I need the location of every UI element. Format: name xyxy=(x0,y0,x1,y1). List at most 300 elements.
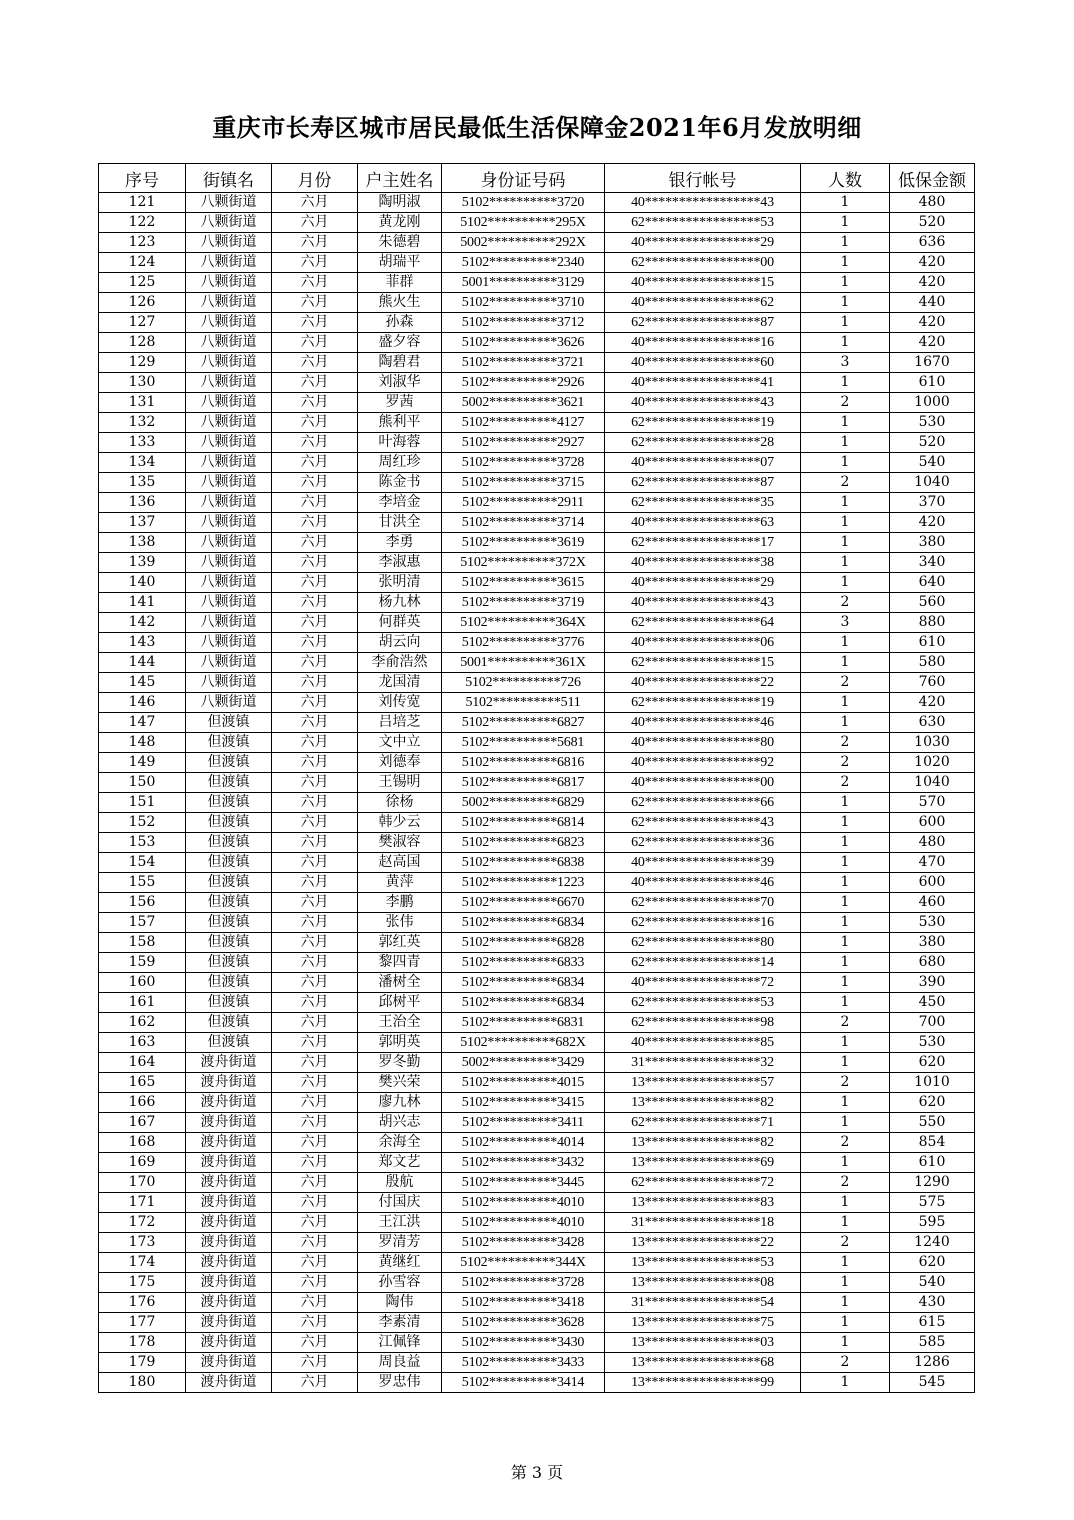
cell-town: 但渡镇 xyxy=(186,833,272,853)
cell-id-number: 5102**********3428 xyxy=(442,1233,605,1253)
cell-id-number: 5102**********6823 xyxy=(442,833,605,853)
cell-persons: 1 xyxy=(801,433,890,453)
table-row xyxy=(99,613,975,633)
cell-town: 八颗街道 xyxy=(186,493,272,513)
cell-amount: 530 xyxy=(890,413,975,433)
cell-persons: 1 xyxy=(801,953,890,973)
table-row xyxy=(99,873,975,893)
cell-town: 但渡镇 xyxy=(186,853,272,873)
cell-householder: 罗茜 xyxy=(358,393,442,413)
cell-month: 六月 xyxy=(272,273,358,293)
cell-town: 八颗街道 xyxy=(186,233,272,253)
cell-amount: 700 xyxy=(890,1013,975,1033)
cell-persons: 1 xyxy=(801,373,890,393)
cell-persons: 1 xyxy=(801,333,890,353)
cell-amount: 540 xyxy=(890,453,975,473)
cell-month: 六月 xyxy=(272,1013,358,1033)
cell-town: 八颗街道 xyxy=(186,413,272,433)
cell-town: 渡舟街道 xyxy=(186,1193,272,1213)
cell-town: 渡舟街道 xyxy=(186,1353,272,1373)
cell-id-number: 5102**********511 xyxy=(442,693,605,713)
cell-index: 178 xyxy=(99,1333,186,1353)
table-row xyxy=(99,1133,975,1153)
cell-town: 八颗街道 xyxy=(186,373,272,393)
table-row xyxy=(99,1193,975,1213)
cell-index: 140 xyxy=(99,573,186,593)
cell-month: 六月 xyxy=(272,1053,358,1073)
table-row xyxy=(99,1253,975,1273)
cell-amount: 420 xyxy=(890,313,975,333)
cell-town: 八颗街道 xyxy=(186,433,272,453)
cell-bank-account: 62*****************36 xyxy=(605,833,801,853)
cell-amount: 880 xyxy=(890,613,975,633)
cell-month: 六月 xyxy=(272,973,358,993)
cell-bank-account: 62*****************53 xyxy=(605,993,801,1013)
table-row xyxy=(99,593,975,613)
cell-index: 156 xyxy=(99,893,186,913)
cell-amount: 610 xyxy=(890,1153,975,1173)
cell-index: 150 xyxy=(99,773,186,793)
cell-town: 渡舟街道 xyxy=(186,1253,272,1273)
cell-householder: 郑文艺 xyxy=(358,1153,442,1173)
cell-persons: 2 xyxy=(801,733,890,753)
cell-town: 渡舟街道 xyxy=(186,1073,272,1093)
cell-town: 八颗街道 xyxy=(186,573,272,593)
cell-month: 六月 xyxy=(272,453,358,473)
table-row xyxy=(99,653,975,673)
cell-month: 六月 xyxy=(272,1313,358,1333)
cell-amount: 550 xyxy=(890,1113,975,1133)
table-row xyxy=(99,993,975,1013)
cell-id-number: 5102**********6831 xyxy=(442,1013,605,1033)
cell-town: 但渡镇 xyxy=(186,753,272,773)
cell-householder: 江佩锋 xyxy=(358,1333,442,1353)
cell-householder: 文中立 xyxy=(358,733,442,753)
cell-persons: 1 xyxy=(801,913,890,933)
cell-bank-account: 40*****************07 xyxy=(605,453,801,473)
cell-amount: 680 xyxy=(890,953,975,973)
cell-bank-account: 40*****************46 xyxy=(605,873,801,893)
cell-amount: 560 xyxy=(890,593,975,613)
cell-town: 八颗街道 xyxy=(186,193,272,213)
cell-town: 渡舟街道 xyxy=(186,1273,272,1293)
cell-bank-account: 40*****************60 xyxy=(605,353,801,373)
table-row xyxy=(99,393,975,413)
cell-id-number: 5102**********3719 xyxy=(442,593,605,613)
cell-bank-account: 40*****************62 xyxy=(605,293,801,313)
cell-bank-account: 62*****************71 xyxy=(605,1113,801,1133)
table-row xyxy=(99,833,975,853)
cell-persons: 1 xyxy=(801,813,890,833)
cell-persons: 2 xyxy=(801,1073,890,1093)
cell-month: 六月 xyxy=(272,793,358,813)
cell-id-number: 5102**********2926 xyxy=(442,373,605,393)
cell-index: 160 xyxy=(99,973,186,993)
cell-householder: 邱树平 xyxy=(358,993,442,1013)
cell-month: 六月 xyxy=(272,753,358,773)
table-row xyxy=(99,793,975,813)
cell-id-number: 5102**********4014 xyxy=(442,1133,605,1153)
cell-index: 135 xyxy=(99,473,186,493)
table-row xyxy=(99,253,975,273)
cell-id-number: 5102**********3433 xyxy=(442,1353,605,1373)
table-row xyxy=(99,333,975,353)
cell-month: 六月 xyxy=(272,993,358,1013)
cell-bank-account: 31*****************54 xyxy=(605,1293,801,1313)
cell-amount: 520 xyxy=(890,213,975,233)
cell-persons: 1 xyxy=(801,1293,890,1313)
cell-bank-account: 13*****************08 xyxy=(605,1273,801,1293)
table-row xyxy=(99,813,975,833)
cell-town: 渡舟街道 xyxy=(186,1313,272,1333)
table-row xyxy=(99,233,975,253)
cell-month: 六月 xyxy=(272,473,358,493)
cell-householder: 王锡明 xyxy=(358,773,442,793)
table-row xyxy=(99,473,975,493)
table-row xyxy=(99,773,975,793)
cell-index: 123 xyxy=(99,233,186,253)
cell-persons: 1 xyxy=(801,1373,890,1393)
cell-bank-account: 62*****************17 xyxy=(605,533,801,553)
cell-month: 六月 xyxy=(272,693,358,713)
header-householder: 户主姓名 xyxy=(358,164,442,193)
table-row xyxy=(99,633,975,653)
cell-town: 但渡镇 xyxy=(186,933,272,953)
cell-id-number: 5102**********3615 xyxy=(442,573,605,593)
cell-amount: 620 xyxy=(890,1093,975,1113)
cell-id-number: 5102**********2340 xyxy=(442,253,605,273)
cell-bank-account: 13*****************22 xyxy=(605,1233,801,1253)
cell-householder: 李素清 xyxy=(358,1313,442,1333)
cell-householder: 李鹏 xyxy=(358,893,442,913)
cell-householder: 张伟 xyxy=(358,913,442,933)
cell-bank-account: 40*****************72 xyxy=(605,973,801,993)
cell-town: 渡舟街道 xyxy=(186,1093,272,1113)
cell-id-number: 5102**********2927 xyxy=(442,433,605,453)
cell-bank-account: 13*****************99 xyxy=(605,1373,801,1393)
cell-id-number: 5002**********3621 xyxy=(442,393,605,413)
cell-month: 六月 xyxy=(272,1073,358,1093)
cell-town: 渡舟街道 xyxy=(186,1233,272,1253)
cell-persons: 1 xyxy=(801,1113,890,1133)
cell-index: 153 xyxy=(99,833,186,853)
cell-persons: 2 xyxy=(801,593,890,613)
table-row xyxy=(99,753,975,773)
table-row xyxy=(99,693,975,713)
cell-month: 六月 xyxy=(272,493,358,513)
cell-town: 八颗街道 xyxy=(186,673,272,693)
table-row xyxy=(99,373,975,393)
cell-town: 渡舟街道 xyxy=(186,1113,272,1133)
cell-town: 八颗街道 xyxy=(186,613,272,633)
header-amount: 低保金额 xyxy=(890,164,975,193)
cell-town: 但渡镇 xyxy=(186,713,272,733)
cell-householder: 熊火生 xyxy=(358,293,442,313)
page-title: 重庆市长寿区城市居民最低生活保障金2021年6月发放明细 xyxy=(212,113,862,142)
cell-householder: 陈金书 xyxy=(358,473,442,493)
cell-amount: 595 xyxy=(890,1213,975,1233)
cell-id-number: 5102**********3430 xyxy=(442,1333,605,1353)
header-persons: 人数 xyxy=(801,164,890,193)
cell-bank-account: 62*****************14 xyxy=(605,953,801,973)
cell-id-number: 5002**********6829 xyxy=(442,793,605,813)
cell-householder: 周良益 xyxy=(358,1353,442,1373)
cell-month: 六月 xyxy=(272,913,358,933)
cell-town: 渡舟街道 xyxy=(186,1173,272,1193)
cell-bank-account: 62*****************66 xyxy=(605,793,801,813)
cell-town: 八颗街道 xyxy=(186,453,272,473)
cell-amount: 380 xyxy=(890,533,975,553)
table-header-row xyxy=(99,164,975,193)
cell-bank-account: 62*****************15 xyxy=(605,653,801,673)
cell-month: 六月 xyxy=(272,893,358,913)
cell-amount: 1040 xyxy=(890,773,975,793)
cell-month: 六月 xyxy=(272,333,358,353)
cell-bank-account: 13*****************82 xyxy=(605,1133,801,1153)
cell-persons: 1 xyxy=(801,1253,890,1273)
cell-householder: 盛夕容 xyxy=(358,333,442,353)
cell-bank-account: 13*****************69 xyxy=(605,1153,801,1173)
cell-persons: 1 xyxy=(801,413,890,433)
cell-householder: 龙国清 xyxy=(358,673,442,693)
cell-amount: 610 xyxy=(890,373,975,393)
table-row xyxy=(99,1333,975,1353)
cell-index: 129 xyxy=(99,353,186,373)
cell-persons: 1 xyxy=(801,853,890,873)
cell-bank-account: 62*****************80 xyxy=(605,933,801,953)
table-row xyxy=(99,493,975,513)
cell-bank-account: 13*****************53 xyxy=(605,1253,801,1273)
table-row xyxy=(99,1013,975,1033)
cell-month: 六月 xyxy=(272,1213,358,1233)
cell-town: 八颗街道 xyxy=(186,633,272,653)
cell-persons: 1 xyxy=(801,693,890,713)
cell-index: 173 xyxy=(99,1233,186,1253)
cell-householder: 李勇 xyxy=(358,533,442,553)
cell-id-number: 5102**********364X xyxy=(442,613,605,633)
table-row xyxy=(99,913,975,933)
cell-month: 六月 xyxy=(272,1353,358,1373)
cell-persons: 1 xyxy=(801,1333,890,1353)
cell-householder: 付国庆 xyxy=(358,1193,442,1213)
cell-index: 121 xyxy=(99,193,186,213)
cell-persons: 2 xyxy=(801,1173,890,1193)
cell-persons: 1 xyxy=(801,833,890,853)
cell-town: 但渡镇 xyxy=(186,1033,272,1053)
cell-householder: 刘德奉 xyxy=(358,753,442,773)
cell-bank-account: 13*****************83 xyxy=(605,1193,801,1213)
cell-householder: 罗冬勤 xyxy=(358,1053,442,1073)
cell-bank-account: 40*****************39 xyxy=(605,853,801,873)
cell-town: 渡舟街道 xyxy=(186,1333,272,1353)
cell-month: 六月 xyxy=(272,633,358,653)
cell-month: 六月 xyxy=(272,193,358,213)
cell-householder: 杨九林 xyxy=(358,593,442,613)
cell-index: 144 xyxy=(99,653,186,673)
cell-town: 八颗街道 xyxy=(186,253,272,273)
cell-amount: 636 xyxy=(890,233,975,253)
table-row xyxy=(99,1233,975,1253)
cell-id-number: 5102**********3411 xyxy=(442,1113,605,1133)
cell-amount: 420 xyxy=(890,513,975,533)
cell-id-number: 5102**********4015 xyxy=(442,1073,605,1093)
cell-amount: 585 xyxy=(890,1333,975,1353)
table-row xyxy=(99,213,975,233)
table-row xyxy=(99,1353,975,1373)
table-row xyxy=(99,1213,975,1233)
cell-id-number: 5102**********3619 xyxy=(442,533,605,553)
cell-month: 六月 xyxy=(272,1193,358,1213)
cell-bank-account: 40*****************15 xyxy=(605,273,801,293)
cell-month: 六月 xyxy=(272,953,358,973)
header-id-number: 身份证号码 xyxy=(442,164,605,193)
cell-householder: 陶碧君 xyxy=(358,353,442,373)
cell-id-number: 5102**********3776 xyxy=(442,633,605,653)
cell-bank-account: 40*****************41 xyxy=(605,373,801,393)
cell-month: 六月 xyxy=(272,933,358,953)
cell-householder: 叶海蓉 xyxy=(358,433,442,453)
cell-persons: 2 xyxy=(801,1013,890,1033)
cell-householder: 赵高国 xyxy=(358,853,442,873)
cell-bank-account: 40*****************43 xyxy=(605,593,801,613)
cell-month: 六月 xyxy=(272,773,358,793)
cell-month: 六月 xyxy=(272,813,358,833)
cell-bank-account: 40*****************46 xyxy=(605,713,801,733)
cell-amount: 420 xyxy=(890,333,975,353)
cell-index: 169 xyxy=(99,1153,186,1173)
cell-persons: 1 xyxy=(801,513,890,533)
cell-month: 六月 xyxy=(272,1333,358,1353)
cell-town: 八颗街道 xyxy=(186,313,272,333)
table-row xyxy=(99,1113,975,1133)
cell-bank-account: 62*****************35 xyxy=(605,493,801,513)
table-row xyxy=(99,973,975,993)
cell-amount: 570 xyxy=(890,793,975,813)
cell-town: 八颗街道 xyxy=(186,553,272,573)
cell-persons: 1 xyxy=(801,873,890,893)
cell-index: 168 xyxy=(99,1133,186,1153)
cell-amount: 1020 xyxy=(890,753,975,773)
table-row xyxy=(99,1173,975,1193)
table-row xyxy=(99,413,975,433)
cell-town: 八颗街道 xyxy=(186,273,272,293)
table-row xyxy=(99,1033,975,1053)
cell-persons: 2 xyxy=(801,473,890,493)
cell-month: 六月 xyxy=(272,1093,358,1113)
cell-index: 158 xyxy=(99,933,186,953)
cell-id-number: 5102**********6814 xyxy=(442,813,605,833)
cell-town: 但渡镇 xyxy=(186,953,272,973)
cell-town: 但渡镇 xyxy=(186,1013,272,1033)
cell-index: 167 xyxy=(99,1113,186,1133)
cell-month: 六月 xyxy=(272,373,358,393)
table-row xyxy=(99,293,975,313)
cell-amount: 1286 xyxy=(890,1353,975,1373)
cell-persons: 1 xyxy=(801,1033,890,1053)
cell-month: 六月 xyxy=(272,293,358,313)
cell-id-number: 5102**********3445 xyxy=(442,1173,605,1193)
cell-month: 六月 xyxy=(272,513,358,533)
table-row xyxy=(99,553,975,573)
cell-householder: 罗清芳 xyxy=(358,1233,442,1253)
cell-id-number: 5102**********1223 xyxy=(442,873,605,893)
cell-index: 163 xyxy=(99,1033,186,1053)
table-row xyxy=(99,893,975,913)
cell-amount: 520 xyxy=(890,433,975,453)
cell-index: 134 xyxy=(99,453,186,473)
cell-householder: 胡瑞平 xyxy=(358,253,442,273)
cell-persons: 1 xyxy=(801,713,890,733)
cell-persons: 1 xyxy=(801,973,890,993)
cell-bank-account: 62*****************19 xyxy=(605,413,801,433)
cell-bank-account: 40*****************43 xyxy=(605,393,801,413)
cell-amount: 610 xyxy=(890,633,975,653)
cell-householder: 刘传宽 xyxy=(358,693,442,713)
cell-bank-account: 40*****************92 xyxy=(605,753,801,773)
cell-amount: 460 xyxy=(890,893,975,913)
cell-householder: 何群英 xyxy=(358,613,442,633)
cell-town: 渡舟街道 xyxy=(186,1213,272,1233)
cell-householder: 陶明淑 xyxy=(358,193,442,213)
cell-bank-account: 62*****************43 xyxy=(605,813,801,833)
cell-householder: 胡云向 xyxy=(358,633,442,653)
page-number: 第 3 页 xyxy=(510,1463,564,1482)
cell-amount: 440 xyxy=(890,293,975,313)
cell-bank-account: 62*****************00 xyxy=(605,253,801,273)
cell-amount: 420 xyxy=(890,273,975,293)
cell-town: 八颗街道 xyxy=(186,393,272,413)
cell-index: 126 xyxy=(99,293,186,313)
cell-index: 175 xyxy=(99,1273,186,1293)
cell-bank-account: 13*****************68 xyxy=(605,1353,801,1373)
cell-town: 八颗街道 xyxy=(186,473,272,493)
cell-town: 但渡镇 xyxy=(186,773,272,793)
cell-bank-account: 31*****************32 xyxy=(605,1053,801,1073)
cell-persons: 1 xyxy=(801,1273,890,1293)
cell-householder: 罗忠伟 xyxy=(358,1373,442,1393)
cell-id-number: 5102**********3432 xyxy=(442,1153,605,1173)
cell-bank-account: 13*****************57 xyxy=(605,1073,801,1093)
table-row xyxy=(99,1073,975,1093)
cell-month: 六月 xyxy=(272,1153,358,1173)
cell-town: 八颗街道 xyxy=(186,693,272,713)
cell-id-number: 5102**********5681 xyxy=(442,733,605,753)
cell-amount: 600 xyxy=(890,813,975,833)
cell-index: 176 xyxy=(99,1293,186,1313)
table-row xyxy=(99,533,975,553)
cell-id-number: 5102**********4010 xyxy=(442,1213,605,1233)
cell-bank-account: 40*****************43 xyxy=(605,193,801,213)
cell-month: 六月 xyxy=(272,713,358,733)
cell-amount: 380 xyxy=(890,933,975,953)
cell-town: 渡舟街道 xyxy=(186,1293,272,1313)
cell-town: 但渡镇 xyxy=(186,813,272,833)
cell-index: 172 xyxy=(99,1213,186,1233)
cell-id-number: 5102**********3415 xyxy=(442,1093,605,1113)
cell-householder: 熊利平 xyxy=(358,413,442,433)
cell-town: 八颗街道 xyxy=(186,333,272,353)
cell-index: 166 xyxy=(99,1093,186,1113)
cell-persons: 2 xyxy=(801,393,890,413)
cell-persons: 1 xyxy=(801,1153,890,1173)
cell-index: 149 xyxy=(99,753,186,773)
cell-bank-account: 62*****************19 xyxy=(605,693,801,713)
cell-persons: 3 xyxy=(801,353,890,373)
cell-id-number: 5102**********3728 xyxy=(442,453,605,473)
cell-index: 148 xyxy=(99,733,186,753)
cell-index: 125 xyxy=(99,273,186,293)
cell-amount: 430 xyxy=(890,1293,975,1313)
